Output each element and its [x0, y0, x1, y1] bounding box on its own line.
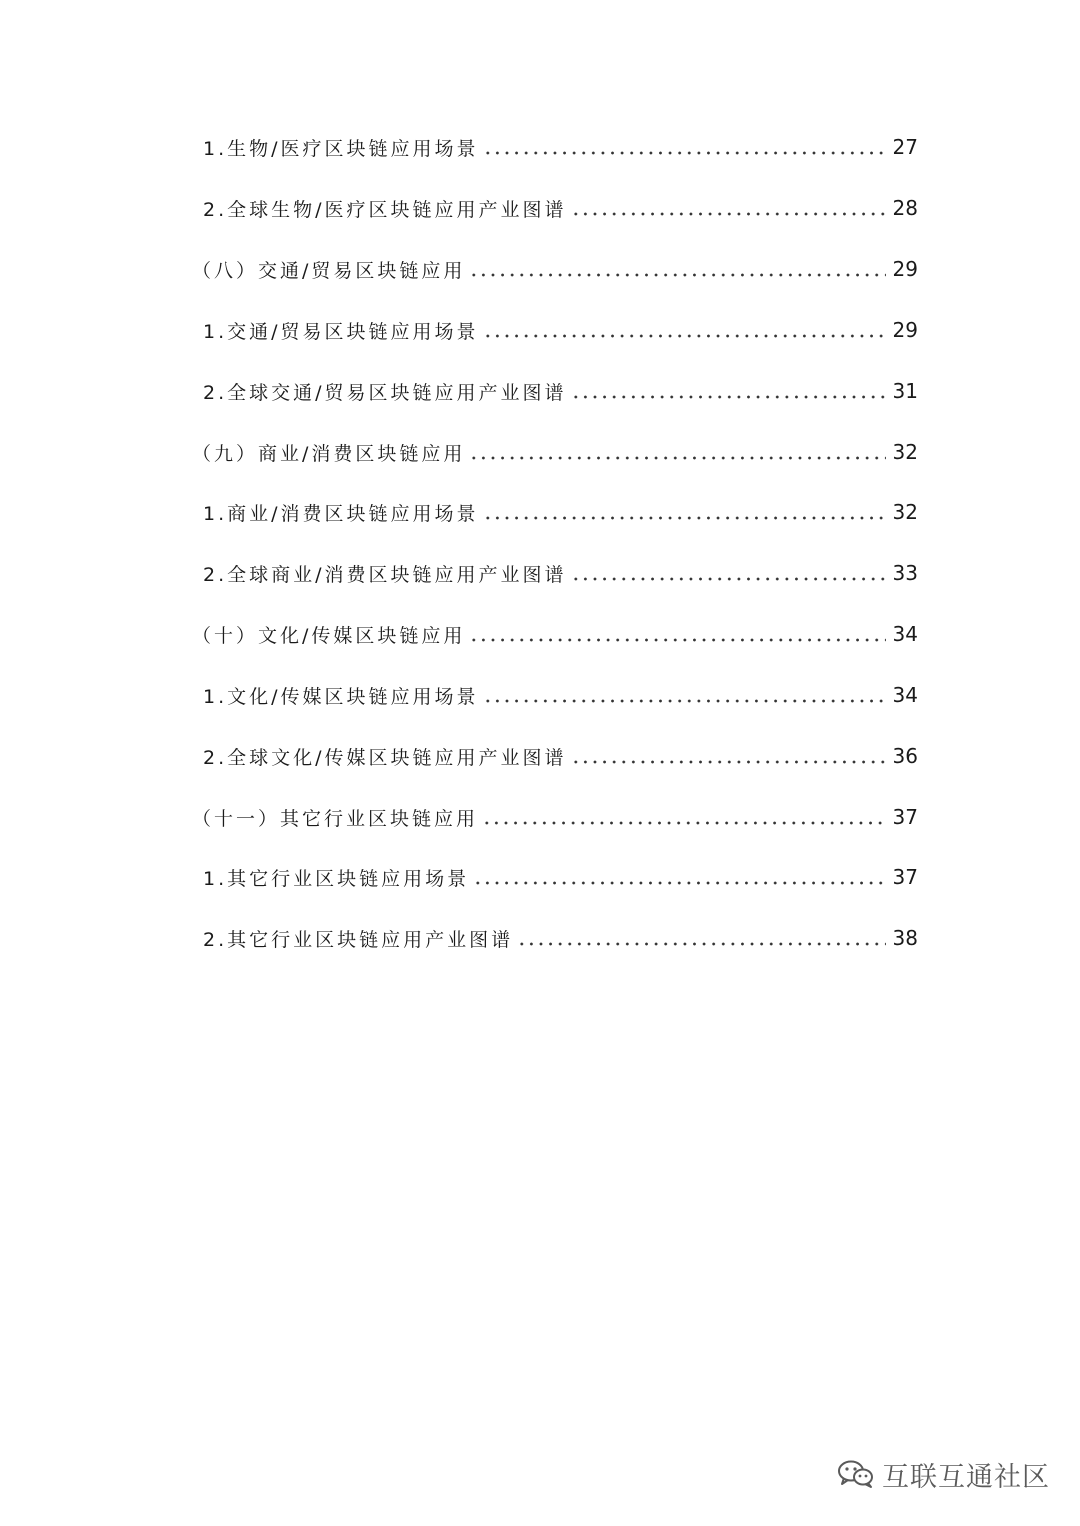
toc-entry-page: 32: [892, 500, 918, 524]
toc-entry-title: 2.全球商业/消费区块链应用产业图谱: [203, 563, 567, 586]
toc-entry-page: 32: [892, 440, 918, 464]
toc-leader-dots: [483, 331, 886, 341]
toc-entry[interactable]: [203, 312, 918, 348]
toc-entry-title: 2.其它行业区块链应用产业图谱: [203, 928, 514, 951]
toc-entry[interactable]: [203, 373, 918, 409]
toc-entry[interactable]: [192, 616, 918, 652]
toc-entry-title: 2.全球生物/医疗区块链应用产业图谱: [203, 198, 567, 221]
toc-entry-page: 37: [892, 865, 918, 889]
toc-leader-dots: [517, 939, 886, 949]
toc-entry[interactable]: [203, 859, 918, 895]
toc-entry-title: 1.文化/传媒区块链应用场景: [203, 685, 479, 708]
toc-entry-title: 1.交通/贸易区块链应用场景: [203, 320, 479, 343]
toc-entry-page: 38: [892, 926, 918, 950]
toc-entry[interactable]: [203, 677, 918, 713]
toc-entry[interactable]: [203, 129, 918, 165]
watermark-text: 互联互通社区: [882, 1461, 1050, 1493]
toc-leader-dots: [469, 635, 886, 645]
toc-entry[interactable]: [203, 190, 918, 226]
toc-entry[interactable]: [203, 555, 918, 591]
toc-entry-title: 1.商业/消费区块链应用场景: [203, 502, 479, 525]
toc-entry[interactable]: [203, 738, 918, 774]
toc-entry-page: 34: [892, 622, 918, 646]
wechat-icon: [836, 1459, 876, 1489]
toc-entry-title: 2.全球交通/贸易区块链应用产业图谱: [203, 381, 567, 404]
toc-entry-title: 1.其它行业区块链应用场景: [203, 867, 470, 890]
toc-entry-page: 27: [892, 135, 918, 159]
toc-entry-page: 29: [892, 257, 918, 281]
toc-leader-dots: [469, 453, 886, 463]
toc-entry-page: 37: [892, 805, 918, 829]
toc-entry-title: 2.全球文化/传媒区块链应用产业图谱: [203, 746, 567, 769]
toc-leader-dots: [482, 818, 886, 828]
toc-entry[interactable]: [203, 494, 918, 530]
toc-leader-dots: [483, 513, 886, 523]
toc-leader-dots: [473, 878, 886, 888]
watermark: [836, 1456, 1050, 1492]
toc-entry-title: （九）商业/消费区块链应用: [192, 442, 466, 465]
toc-entry-page: 31: [892, 379, 918, 403]
toc-entry-page: 33: [892, 561, 918, 585]
toc-entry-title: （十一）其它行业区块链应用: [192, 807, 479, 830]
toc-leader-dots: [483, 148, 886, 158]
toc-leader-dots: [571, 574, 886, 584]
toc-entry-title: （十）文化/传媒区块链应用: [192, 624, 466, 647]
toc-leader-dots: [571, 209, 886, 219]
toc-entry[interactable]: [203, 920, 918, 956]
toc-leader-dots: [571, 757, 886, 767]
toc-entry-title: （八）交通/贸易区块链应用: [192, 259, 466, 282]
toc-leader-dots: [571, 392, 886, 402]
toc-entry[interactable]: [192, 434, 918, 470]
toc-entry-page: 34: [892, 683, 918, 707]
toc-entry-page: 29: [892, 318, 918, 342]
toc-entry-title: 1.生物/医疗区块链应用场景: [203, 137, 479, 160]
toc-entry[interactable]: [192, 251, 918, 287]
toc-entry-page: 36: [892, 744, 918, 768]
toc-leader-dots: [469, 270, 886, 280]
toc-leader-dots: [483, 696, 886, 706]
toc-entry-page: 28: [892, 196, 918, 220]
toc-entry[interactable]: [192, 799, 918, 835]
